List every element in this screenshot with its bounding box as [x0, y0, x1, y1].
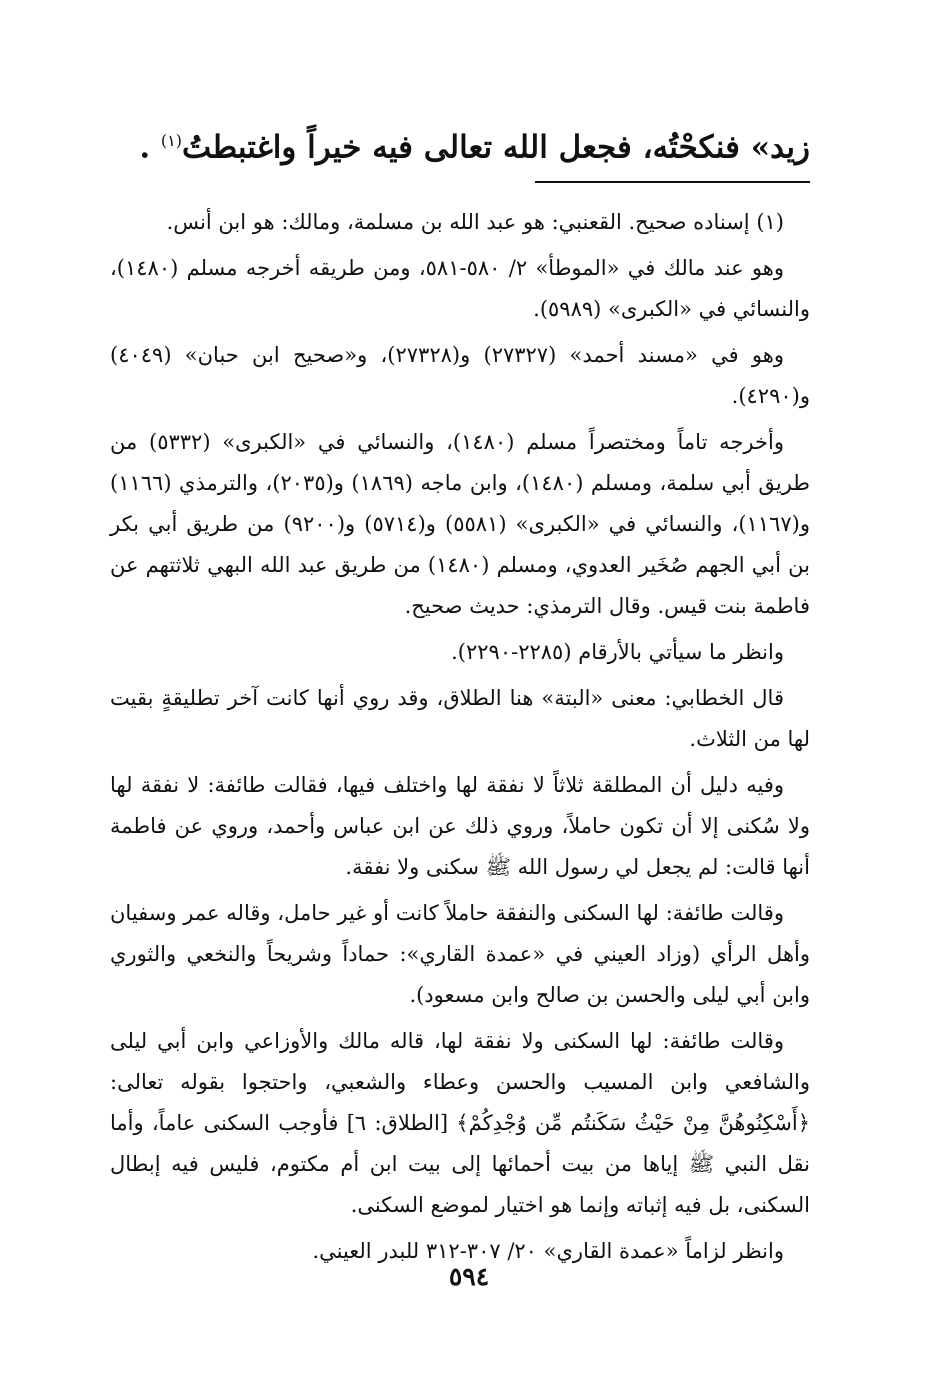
footnotes-section — [110, 202, 810, 1272]
footnote-paragraph: وانظر لزاماً «عمدة القاري» ٢٠/ ٣٠٧-٣١٢ للبدر العيني. — [312, 1239, 784, 1263]
main-text-end: . — [139, 129, 161, 166]
footnote-separator — [535, 181, 810, 183]
footnote-paragraph: وفيه دليل أن المطلقة ثلاثاً لا نفقة لها واختلف فيها، فقالت طائفة: لا نفقة لها ولا سُكنى إلا أن تكون حاملاً، وروي ذلك عن ابن عباس وأحمد، وروي عن فاطمة أنها قالت: لم يجعل لي رسول الله ﷺ سكنى ولا نفقة. — [110, 773, 810, 879]
footnote-paragraph: قال الخطابي: معنى «البتة» هنا الطلاق، وقد روي أنها كانت آخر تطليقةٍ بقيت لها من الثلاث. — [110, 686, 810, 751]
footnote-paragraph: وأخرجه تاماً ومختصراً مسلم (١٤٨٠)، والنسائي في «الكبرى» (٥٣٣٢) من طريق أبي سلمة، ومسلم (١٤٨٠)، وابن ماجه (١٨٦٩) و(٢٠٣٥)، والترمذي (١١٦٦) و(١١٦٧)، والنسائي في «الكبرى» (٥٥٨١) و(٥٧١٤) و(٩٢٠٠) من طريق أبي بكر بن أبي الجهم صُخَير العدوي، ومسلم (١٤٨٠) من طريق عبد الله البهي ثلاثتهم عن فاطمة بنت قيس. وقال الترمذي: حديث صحيح. — [110, 430, 811, 618]
footnote-reference: (١) — [160, 131, 182, 150]
footnote-paragraph: (١) إسناده صحيح. القعنبي: هو عبد الله بن مسلمة، ومالك: هو ابن أنس. — [166, 210, 784, 234]
footnote-paragraph: وهو عند مالك في «الموطأ» ٢/ ٥٨٠-٥٨١، ومن طريقه أخرجه مسلم (١٤٨٠)، والنسائي في «الكبرى» (٥٩٨٩). — [110, 256, 810, 321]
page-number: ٥٩٤ — [448, 1262, 490, 1291]
footnote-paragraph: وانظر ما سيأتي بالأرقام (٢٢٨٥-٢٢٩٠). — [451, 640, 784, 664]
main-text-line — [110, 112, 810, 176]
footnote-paragraph: وقالت طائفة: لها السكنى ولا نفقة لها، قاله مالك والأوزاعي وابن أبي ليلى والشافعي وابن المسيب والحسن وعطاء والشعبي، واحتجوا بقوله تعالى: ﴿أَسْكِنُوهُنَّ مِنْ حَيْثُ سَكَنتُم مِّن وُجْدِكُمْ﴾ [الطلاق: ٦] فأوجب السكنى عاماً، وأما نقل النبي ﷺ إياها من بيت أحمائها إلى بيت ابن أم مكتوم، فليس فيه إبطال السكنى، بل فيه إثباته وإنما هو اختيار لموضع السكنى. — [110, 1029, 810, 1217]
footnote-paragraph: وقالت طائفة: لها السكنى والنفقة حاملاً كانت أو غير حامل، وقاله عمر وسفيان وأهل الرأي (وزاد العيني في «عمدة القاري»: حماداً وشريحاً والنخعي والثوري وابن أبي ليلى والحسن بن صالح وابن مسعود). — [110, 901, 810, 1007]
footnote-paragraph: وهو في «مسند أحمد» (٢٧٣٢٧) و(٢٧٣٢٨)، و«صحيح ابن حبان» (٤٠٤٩) و(٤٢٩٠). — [110, 343, 810, 408]
main-text: زيد» فنكحْتُه، فجعل الله تعالى فيه خيراً واغتبطتُ — [182, 129, 810, 166]
